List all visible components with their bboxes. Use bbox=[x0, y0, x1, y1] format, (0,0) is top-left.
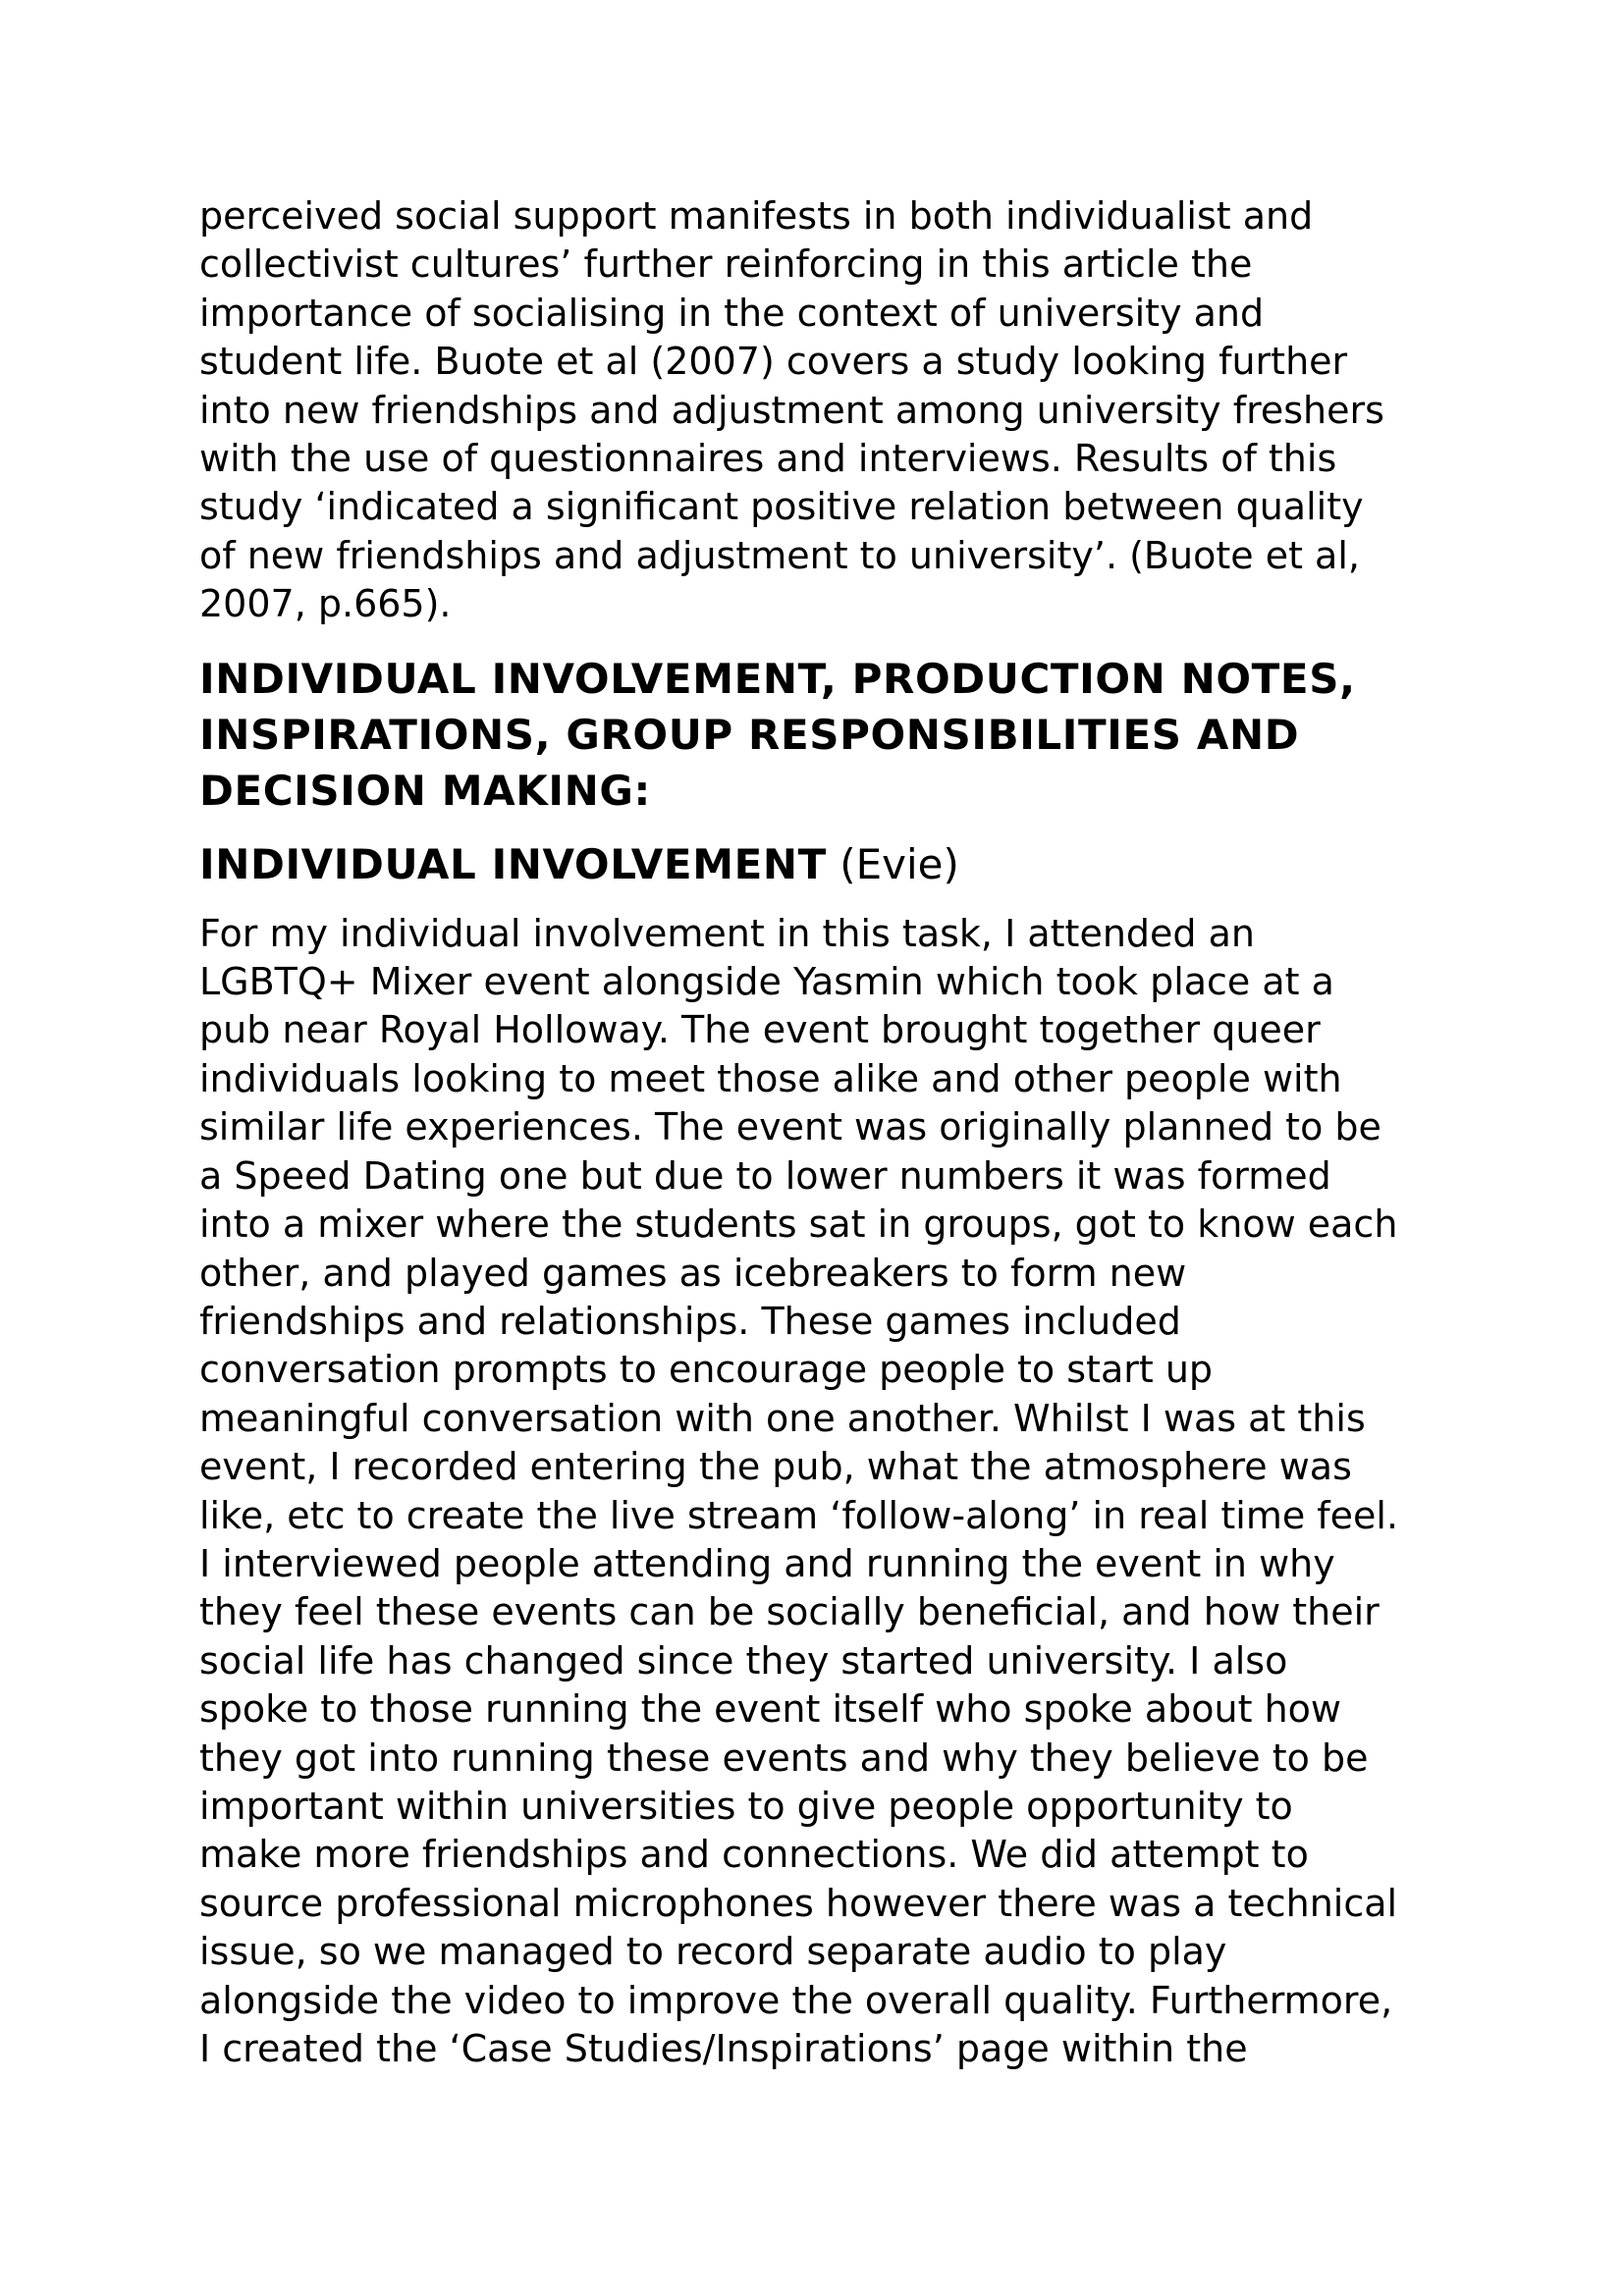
text-line: spoke to those running the event itself who spoke about how bbox=[199, 1687, 1342, 1732]
text-line: into new friendships and adjustment among university freshers bbox=[199, 388, 1384, 432]
text-line: friendships and relationships. These games included bbox=[199, 1299, 1181, 1343]
text-line: 2007, p.665). bbox=[199, 582, 452, 626]
subsection-heading bbox=[199, 836, 1466, 892]
text-line: collectivist cultures’ further reinforcing in this article the bbox=[199, 242, 1253, 287]
text-line: they got into running these events and why they believe to be bbox=[199, 1735, 1369, 1780]
text-line: conversation prompts to encourage people to start up bbox=[199, 1348, 1214, 1392]
text-line: like, etc to create the live stream ‘follow-along’ in real time feel. bbox=[199, 1493, 1399, 1537]
text-line: into a mixer where the students sat in groups, got to know each bbox=[199, 1202, 1398, 1247]
text-line: source professional microphones however there was a technical bbox=[199, 1881, 1398, 1925]
heading-line: INDIVIDUAL INVOLVEMENT, PRODUCTION NOTES, bbox=[199, 654, 1356, 703]
text-line: event, I recorded entering the pub, what the atmosphere was bbox=[199, 1445, 1352, 1489]
text-line: LGBTQ+ Mixer event alongside Yasmin which took place at a bbox=[199, 960, 1334, 1004]
heading-line: INSPIRATIONS, GROUP RESPONSIBILITIES AND bbox=[199, 710, 1300, 759]
paragraph-individual-involvement bbox=[199, 910, 1466, 2074]
text-line: perceived social support manifests in both individualist and bbox=[199, 194, 1314, 238]
text-line: a Speed Dating one but due to lower numbers it was formed bbox=[199, 1153, 1331, 1198]
text-line: For my individual involvement in this task, I attended an bbox=[199, 911, 1255, 955]
text-line: I created the ‘Case Studies/Inspirations’ page within the bbox=[199, 2027, 1248, 2070]
text-line: importance of socialising in the context of university and bbox=[199, 291, 1265, 335]
text-line: pub near Royal Holloway. The event brought together queer bbox=[199, 1008, 1321, 1052]
text-line: individuals looking to meet those alike and other people with bbox=[199, 1056, 1342, 1100]
subsection-heading-author: (Evie) bbox=[826, 839, 959, 888]
text-line: they feel these events can be socially beneficial, and how their bbox=[199, 1590, 1380, 1634]
text-line: social life has changed since they started university. I also bbox=[199, 1638, 1288, 1682]
text-line: make more friendships and connections. We did attempt to bbox=[199, 1833, 1309, 1877]
text-line: meaningful conversation with one another. Whilst I was at this bbox=[199, 1396, 1366, 1440]
document-page bbox=[199, 192, 1466, 2073]
text-line: I interviewed people attending and running the event in why bbox=[199, 1541, 1335, 1585]
text-line: important within universities to give people opportunity to bbox=[199, 1784, 1293, 1828]
text-line: other, and played games as icebreakers to form new bbox=[199, 1251, 1187, 1295]
paragraph-social-support bbox=[199, 192, 1466, 629]
subsection-heading-title: INDIVIDUAL INVOLVEMENT bbox=[199, 839, 827, 888]
text-line: with the use of questionnaires and interviews. Results of this bbox=[199, 437, 1337, 481]
text-line: of new friendships and adjustment to university’. (Buote et al, bbox=[199, 533, 1360, 577]
text-line: similar life experiences. The event was originally planned to be bbox=[199, 1105, 1381, 1149]
heading-line: DECISION MAKING: bbox=[199, 766, 651, 815]
text-line: student life. Buote et al (2007) covers a study looking further bbox=[199, 340, 1348, 384]
text-line: study ‘indicated a significant positive relation between quality bbox=[199, 485, 1364, 529]
text-line: alongside the video to improve the overall quality. Furthermore, bbox=[199, 1978, 1393, 2022]
section-heading bbox=[199, 651, 1466, 819]
text-line: issue, so we managed to record separate audio to play bbox=[199, 1930, 1227, 1974]
